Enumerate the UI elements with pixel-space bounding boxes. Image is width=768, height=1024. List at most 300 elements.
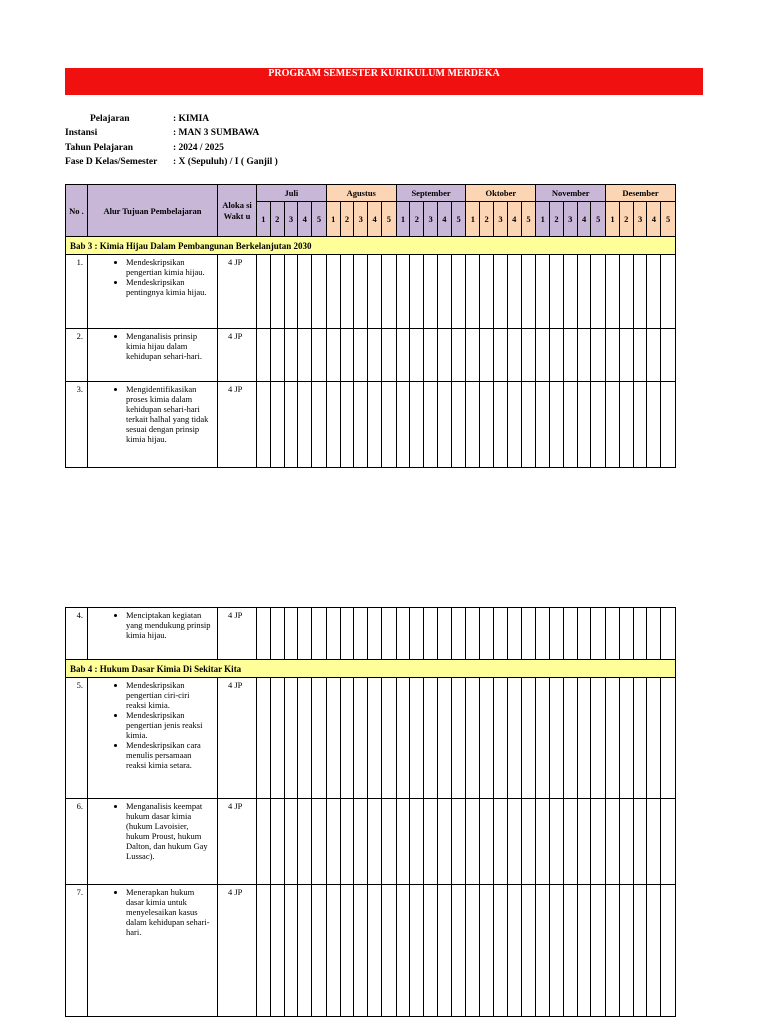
page-title-banner — [65, 68, 703, 95]
header-week: 1 — [257, 202, 271, 237]
week-cell — [536, 608, 550, 660]
week-cell — [549, 678, 563, 799]
week-cell — [647, 885, 661, 1017]
week-cell — [438, 255, 452, 329]
schedule-table-part-1 — [65, 184, 676, 468]
week-cell — [257, 329, 271, 382]
row-number: 2. — [66, 329, 88, 382]
header-month: Oktober — [466, 185, 536, 202]
week-cell — [410, 885, 424, 1017]
week-cell — [591, 329, 606, 382]
week-cell — [326, 608, 340, 660]
header-week: 3 — [354, 202, 368, 237]
week-cell — [507, 329, 521, 382]
header-week: 1 — [606, 202, 620, 237]
week-cell — [354, 885, 368, 1017]
row-number: 7. — [66, 885, 88, 1017]
week-cell — [577, 329, 591, 382]
table-row — [66, 608, 676, 660]
week-cell — [466, 799, 480, 885]
week-cell — [381, 255, 396, 329]
week-cell — [424, 608, 438, 660]
week-cell — [381, 608, 396, 660]
week-cell — [661, 329, 676, 382]
week-cell — [410, 255, 424, 329]
week-cell — [257, 799, 271, 885]
info-value: : KIMIA — [173, 114, 210, 124]
week-cell — [563, 255, 577, 329]
week-cell — [437, 885, 451, 1017]
week-cell — [549, 608, 563, 660]
week-cell — [326, 255, 340, 329]
header-week: 1 — [326, 202, 340, 237]
week-cell — [493, 885, 507, 1017]
week-cell — [424, 255, 438, 329]
week-cell — [521, 608, 536, 660]
header-week: 1 — [536, 202, 550, 237]
week-cell — [647, 255, 661, 329]
week-cell — [647, 608, 661, 660]
week-cell — [507, 678, 521, 799]
header-no: No . — [66, 185, 88, 237]
week-cell — [493, 799, 507, 885]
info-value: : 2024 / 2025 — [173, 142, 224, 153]
week-cell — [381, 329, 396, 382]
header-week: 4 — [438, 202, 452, 237]
week-cell — [326, 382, 340, 468]
week-cell — [480, 255, 494, 329]
week-cell — [493, 608, 507, 660]
header-week: 5 — [451, 202, 466, 237]
header-week: 2 — [550, 202, 564, 237]
week-cell — [521, 885, 536, 1017]
week-cell — [396, 382, 410, 468]
week-cell — [396, 255, 410, 329]
week-cell — [451, 329, 466, 382]
week-cell — [424, 382, 438, 468]
week-cell — [480, 678, 494, 799]
learning-goal-item: • Mendeskripsikan pengertian jenis reaksi kimia. — [126, 710, 217, 740]
week-cell — [647, 382, 661, 468]
week-cell — [354, 382, 368, 468]
header-month: November — [536, 185, 606, 202]
week-cell — [494, 255, 508, 329]
header-week: 2 — [480, 202, 494, 237]
week-cell — [577, 885, 591, 1017]
week-cell — [536, 382, 550, 468]
week-cell — [312, 799, 327, 885]
week-cell — [298, 608, 312, 660]
bab-title: Bab 3 : Kimia Hijau Dalam Pembangunan Berkelanjutan 2030 — [66, 237, 676, 255]
header-week: 5 — [661, 202, 676, 237]
learning-goal-cell — [88, 382, 218, 468]
week-cell — [410, 678, 424, 799]
week-cell — [661, 608, 676, 660]
header-week: 2 — [410, 202, 424, 237]
week-cell — [577, 255, 591, 329]
week-cell — [438, 329, 452, 382]
week-cell — [340, 678, 354, 799]
header-week: 3 — [563, 202, 577, 237]
week-cell — [577, 678, 591, 799]
week-cell — [591, 678, 606, 799]
week-cell — [466, 329, 480, 382]
time-allocation: 4 JP — [218, 885, 257, 1017]
week-cell — [633, 799, 647, 885]
header-week: 3 — [494, 202, 508, 237]
week-cell — [312, 329, 327, 382]
week-cell — [507, 382, 521, 468]
header-week: 2 — [619, 202, 633, 237]
header-week: 1 — [396, 202, 410, 237]
week-cell — [381, 799, 396, 885]
time-allocation: 4 JP — [218, 799, 257, 885]
week-cell — [606, 255, 620, 329]
week-cell — [647, 799, 661, 885]
week-cell — [312, 382, 327, 468]
learning-goal-cell — [88, 678, 218, 799]
week-cell — [298, 329, 312, 382]
week-cell — [591, 382, 606, 468]
week-cell — [312, 608, 327, 660]
week-cell — [606, 382, 620, 468]
week-cell — [466, 885, 480, 1017]
week-cell — [563, 678, 577, 799]
week-cell — [507, 608, 521, 660]
week-cell — [480, 608, 494, 660]
week-cell — [536, 799, 550, 885]
week-cell — [354, 608, 368, 660]
week-cell — [661, 799, 676, 885]
week-cell — [521, 799, 536, 885]
learning-goal-item: • Menciptakan kegiatan yang mendukung prinsip kimia hijau. — [126, 610, 217, 640]
week-cell — [438, 382, 452, 468]
week-cell — [619, 678, 633, 799]
week-cell — [284, 885, 298, 1017]
week-cell — [396, 329, 410, 382]
bab-title: Bab 4 : Hukum Dasar Kimia Di Sekitar Kita — [66, 660, 676, 678]
week-cell — [368, 885, 382, 1017]
week-cell — [563, 799, 577, 885]
week-cell — [507, 799, 521, 885]
week-cell — [298, 678, 312, 799]
row-number: 4. — [66, 608, 88, 660]
week-cell — [354, 329, 368, 382]
week-cell — [591, 799, 606, 885]
week-cell — [633, 608, 647, 660]
week-cell — [284, 678, 298, 799]
week-cell — [466, 678, 480, 799]
week-cell — [354, 678, 368, 799]
info-label: Instansi — [65, 128, 98, 139]
header-week: 4 — [577, 202, 591, 237]
week-cell — [298, 382, 312, 468]
week-cell — [368, 329, 382, 382]
week-cell — [396, 799, 410, 885]
week-cell — [437, 799, 451, 885]
week-cell — [619, 255, 633, 329]
week-cell — [451, 885, 466, 1017]
week-cell — [480, 885, 494, 1017]
week-cell — [619, 608, 633, 660]
learning-goal-list — [88, 801, 217, 861]
week-cell — [257, 885, 271, 1017]
info-label: Fase D Kelas/Semester — [65, 156, 158, 167]
week-cell — [368, 678, 382, 799]
week-cell — [270, 255, 284, 329]
time-allocation: 4 JP — [218, 382, 257, 468]
week-cell — [521, 382, 536, 468]
week-cell — [284, 329, 298, 382]
week-cell — [396, 678, 410, 799]
week-cell — [270, 382, 284, 468]
week-cell — [451, 678, 466, 799]
week-cell — [549, 885, 563, 1017]
week-cell — [368, 382, 382, 468]
row-number: 5. — [66, 678, 88, 799]
week-cell — [577, 608, 591, 660]
week-cell — [480, 329, 494, 382]
week-cell — [368, 799, 382, 885]
week-cell — [507, 885, 521, 1017]
week-cell — [480, 382, 494, 468]
learning-goal-cell — [88, 799, 218, 885]
week-cell — [270, 329, 284, 382]
week-cell — [284, 608, 298, 660]
table-row — [66, 255, 676, 329]
week-cell — [591, 608, 606, 660]
week-cell — [647, 678, 661, 799]
week-cell — [605, 608, 619, 660]
header-week: 2 — [270, 202, 284, 237]
week-cell — [284, 255, 298, 329]
header-month: Agustus — [326, 185, 396, 202]
header-week: 1 — [466, 202, 480, 237]
learning-goal-item: • Mengidentifikasikan proses kimia dalam kehidupan sehari-hari terkait halhal yang tidak sesuai dengan prinsip kimia hijau. — [126, 384, 217, 444]
week-cell — [619, 382, 633, 468]
week-cell — [396, 885, 410, 1017]
week-cell — [619, 885, 633, 1017]
week-cell — [550, 255, 564, 329]
week-cell — [605, 885, 619, 1017]
week-cell — [536, 678, 550, 799]
week-cell — [633, 382, 647, 468]
week-cell — [451, 255, 466, 329]
week-cell — [312, 885, 327, 1017]
week-cell — [633, 329, 647, 382]
week-cell — [661, 382, 676, 468]
week-cell — [521, 678, 536, 799]
header-alur: Alur Tujuan Pembelajaran — [88, 185, 218, 237]
header-week: 3 — [633, 202, 647, 237]
schedule-table-part-2 — [65, 607, 676, 1017]
week-cell — [340, 329, 354, 382]
info-value: : MAN 3 SUMBAWA — [173, 128, 260, 139]
week-cell — [340, 608, 354, 660]
learning-goal-cell — [88, 608, 218, 660]
week-cell — [619, 799, 633, 885]
week-cell — [381, 678, 396, 799]
info-label: Pelajaran — [90, 114, 130, 124]
header-week: 3 — [284, 202, 298, 237]
row-number: 1. — [66, 255, 88, 329]
learning-goal-item: • Mendeskripsikan pentingnya kimia hijau. — [126, 277, 217, 297]
week-cell — [633, 678, 647, 799]
week-cell — [577, 382, 591, 468]
week-cell — [536, 885, 550, 1017]
week-cell — [521, 255, 536, 329]
week-cell — [410, 608, 424, 660]
learning-goal-cell — [88, 885, 218, 1017]
week-cell — [326, 885, 340, 1017]
learning-goal-item: • Menganalisis prinsip kimia hijau dalam kehidupan sehari-hari. — [126, 331, 217, 361]
week-cell — [550, 382, 564, 468]
week-cell — [284, 382, 298, 468]
header-week: 3 — [424, 202, 438, 237]
week-cell — [591, 255, 606, 329]
week-cell — [424, 799, 438, 885]
table-row — [66, 678, 676, 799]
week-cell — [424, 678, 438, 799]
week-cell — [270, 799, 284, 885]
week-cell — [354, 255, 368, 329]
header-row-months — [66, 185, 676, 202]
week-cell — [605, 678, 619, 799]
learning-goal-list — [88, 331, 217, 361]
week-cell — [270, 608, 284, 660]
info-label: Tahun Pelajaran — [65, 142, 134, 153]
week-cell — [661, 678, 676, 799]
header-week: 4 — [368, 202, 382, 237]
header-month: Desember — [606, 185, 676, 202]
week-cell — [437, 608, 451, 660]
week-cell — [381, 382, 396, 468]
week-cell — [312, 678, 327, 799]
week-cell — [340, 255, 354, 329]
time-allocation: 4 JP — [218, 329, 257, 382]
learning-goal-item: • Mendeskripsikan pengertian ciri-ciri reaksi kimia. — [126, 680, 217, 710]
week-cell — [368, 608, 382, 660]
week-cell — [577, 799, 591, 885]
info-row — [65, 141, 278, 155]
header-month: September — [396, 185, 466, 202]
week-cell — [410, 799, 424, 885]
info-value: : X (Sepuluh) / I ( Ganjil ) — [173, 156, 278, 167]
week-cell — [410, 329, 424, 382]
row-number: 3. — [66, 382, 88, 468]
header-week: 5 — [521, 202, 536, 237]
time-allocation: 4 JP — [218, 255, 257, 329]
week-cell — [591, 885, 606, 1017]
week-cell — [480, 799, 494, 885]
week-cell — [312, 255, 327, 329]
week-cell — [507, 255, 521, 329]
week-cell — [494, 382, 508, 468]
week-cell — [270, 678, 284, 799]
week-cell — [494, 329, 508, 382]
week-cell — [521, 329, 536, 382]
week-cell — [536, 255, 550, 329]
bab-row — [66, 237, 676, 255]
week-cell — [661, 255, 676, 329]
learning-goal-list — [88, 610, 217, 640]
week-cell — [424, 885, 438, 1017]
week-cell — [437, 678, 451, 799]
learning-goal-item: • Mendeskripsikan cara menulis persamaan reaksi kimia setara. — [126, 740, 217, 770]
week-cell — [326, 329, 340, 382]
table-row — [66, 885, 676, 1017]
learning-goal-list — [88, 680, 217, 770]
week-cell — [257, 382, 271, 468]
bab-row — [66, 660, 676, 678]
week-cell — [647, 329, 661, 382]
week-cell — [451, 799, 466, 885]
week-cell — [563, 885, 577, 1017]
week-cell — [326, 799, 340, 885]
header-month: Juli — [257, 185, 327, 202]
week-cell — [340, 799, 354, 885]
info-row — [65, 155, 278, 169]
learning-goal-list — [88, 257, 217, 297]
week-cell — [354, 799, 368, 885]
table-row — [66, 799, 676, 885]
week-cell — [466, 608, 480, 660]
week-cell — [563, 329, 577, 382]
week-cell — [536, 329, 550, 382]
week-cell — [563, 382, 577, 468]
week-cell — [340, 885, 354, 1017]
week-cell — [563, 608, 577, 660]
info-row — [65, 126, 278, 140]
learning-goal-item: • Menerapkan hukum dasar kimia untuk menyelesaikan kasus dalam kehidupan sehari-hari. — [126, 887, 217, 937]
week-cell — [257, 608, 271, 660]
header-alokasi: Aloka si Wakt u — [218, 185, 257, 237]
week-cell — [493, 678, 507, 799]
week-cell — [424, 329, 438, 382]
header-week: 4 — [647, 202, 661, 237]
week-cell — [326, 678, 340, 799]
week-cell — [661, 885, 676, 1017]
header-week: 4 — [507, 202, 521, 237]
week-cell — [451, 608, 466, 660]
week-cell — [606, 329, 620, 382]
week-cell — [340, 382, 354, 468]
time-allocation: 4 JP — [218, 608, 257, 660]
week-cell — [396, 608, 410, 660]
learning-goal-list — [88, 384, 217, 444]
week-cell — [451, 382, 466, 468]
header-week: 5 — [591, 202, 606, 237]
table-row — [66, 329, 676, 382]
week-cell — [466, 255, 480, 329]
learning-goal-item: • Menganalisis keempat hukum dasar kimia (hukum Lavoisier, hukum Proust, hukum Dalton, dan hukum Gay Lussac). — [126, 801, 217, 861]
week-cell — [257, 255, 271, 329]
week-cell — [298, 799, 312, 885]
learning-goal-cell — [88, 329, 218, 382]
week-cell — [466, 382, 480, 468]
header-week: 5 — [381, 202, 396, 237]
learning-goal-item: • Mendeskripsikan pengertian kimia hijau. — [126, 257, 217, 277]
week-cell — [270, 885, 284, 1017]
week-cell — [619, 329, 633, 382]
week-cell — [298, 255, 312, 329]
row-number: 6. — [66, 799, 88, 885]
week-cell — [410, 382, 424, 468]
header-week: 5 — [312, 202, 327, 237]
header-week: 2 — [340, 202, 354, 237]
time-allocation: 4 JP — [218, 678, 257, 799]
learning-goal-list — [88, 887, 217, 937]
